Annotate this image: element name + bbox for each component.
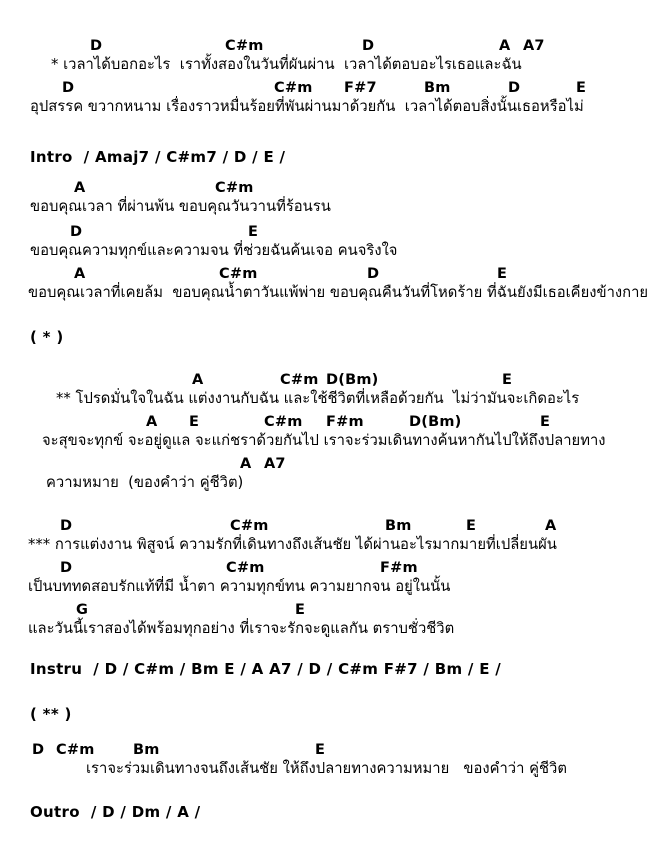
lyric-line: ขอบคุณความทุกข์และความจน ที่ช่วยฉันค้นเจอ คนจริงใจ [30, 242, 398, 259]
chord: F#m [380, 560, 418, 576]
chord: E [295, 602, 306, 618]
chord: Bm [385, 518, 412, 534]
chord: Bm [133, 742, 160, 758]
chord-line [0, 180, 670, 198]
chord: D [60, 518, 73, 534]
chord: A7 [523, 38, 545, 54]
chord: D(Bm) [326, 372, 379, 388]
lyric-line: จะสุขจะทุกข์ จะอยู่ดูแล จะแก่ชราด้วยกันไป เราจะร่วมเดินทางค้นหากันไปให้ถึงปลายทาง [42, 432, 606, 449]
lyric-line: *** การแต่งงาน พิสูจน์ ความรักที่เดินทางถึงเส้นชัย ได้ผ่านอะไรมากมายที่เปลี่ยนผัน [28, 536, 557, 553]
chord: E [189, 414, 200, 430]
section-label: Instru / D / C#m / Bm E / A A7 / D / C#m F#7 / Bm / E / [30, 660, 502, 678]
chord: E [502, 372, 513, 388]
chord-line [0, 602, 670, 620]
chord: D(Bm) [409, 414, 462, 430]
chord: D [90, 38, 103, 54]
chord: C#m [215, 180, 254, 196]
chord: A [74, 266, 86, 282]
chord-line [0, 414, 670, 432]
chord-line [0, 266, 670, 284]
chord: F#m [326, 414, 364, 430]
chord: E [248, 224, 259, 240]
chord-line [0, 560, 670, 578]
section-label: Outro / D / Dm / A / [30, 803, 201, 821]
chord: D [367, 266, 380, 282]
chord: D [362, 38, 375, 54]
chord: E [466, 518, 477, 534]
chord: A [192, 372, 204, 388]
lyric-line: อุปสรรค ขวากหนาม เรื่องราวหมื่นร้อยที่พันผ่านมาด้วยกัน เวลาได้ตอบสิ่งนั้นเธอหรือไม่ [30, 98, 584, 115]
chord: E [576, 80, 587, 96]
chord-line [0, 742, 670, 760]
lyric-line: * เวลาได้บอกอะไร เราทั้งสองในวันที่ผันผ่าน เวลาได้ตอบอะไรเธอและฉัน [51, 56, 522, 73]
chord-line [0, 80, 670, 98]
section-label: ( ** ) [30, 705, 72, 723]
chord-line [0, 372, 670, 390]
chord-line [0, 456, 670, 474]
chord: D [508, 80, 521, 96]
lyric-line: ขอบคุณเวลาที่เคยล้ม ขอบคุณน้ำตาวันแพ้พ่าย ขอบคุณคืนวันที่โหดร้าย ที่ฉันยังมีเธอเคียงข้างกาย [28, 284, 649, 301]
chord: C#m [274, 80, 313, 96]
chord: A [545, 518, 557, 534]
chord: D [60, 560, 73, 576]
chord: D [70, 224, 83, 240]
chord: A [240, 456, 252, 472]
chord: A7 [264, 456, 286, 472]
chord: F#7 [344, 80, 377, 96]
chord-line [0, 38, 670, 56]
chord: D [32, 742, 45, 758]
chord: C#m [219, 266, 258, 282]
chord: G [76, 602, 89, 618]
chord: C#m [56, 742, 95, 758]
chord: C#m [280, 372, 319, 388]
chord: E [540, 414, 551, 430]
lyric-line: ความหมาย (ของคำว่า คู่ชีวิต) [46, 474, 244, 491]
chord: C#m [226, 560, 265, 576]
chord: A [146, 414, 158, 430]
lyric-line: ** โปรดมั่นใจในฉัน แต่งงานกับฉัน และใช้ชีวิตที่เหลือด้วยกัน ไม่ว่ามันจะเกิดอะไร [56, 390, 580, 407]
lyric-line: เป็นบททดสอบรักแท้ที่มี น้ำตา ความทุกข์ทน ความยากจน อยู่ในนั้น [28, 578, 451, 595]
chord: A [499, 38, 511, 54]
chord: D [62, 80, 75, 96]
chord: C#m [264, 414, 303, 430]
chord: C#m [225, 38, 264, 54]
chord: A [74, 180, 86, 196]
chord-line [0, 224, 670, 242]
lyric-line: ขอบคุณเวลา ที่ผ่านพ้น ขอบคุณวันวานที่ร้อนรน [30, 198, 331, 215]
section-label: ( * ) [30, 328, 64, 346]
section-label: Intro / Amaj7 / C#m7 / D / E / [30, 148, 286, 166]
chord: Bm [424, 80, 451, 96]
chord: C#m [230, 518, 269, 534]
chord-line [0, 518, 670, 536]
lyric-line: เราจะร่วมเดินทางจนถึงเส้นชัย ให้ถึงปลายทางความหมาย ของคำว่า คู่ชีวิต [86, 760, 567, 777]
lyric-line: และวันนี้เราสองได้พร้อมทุกอย่าง ที่เราจะรักจะดูแลกัน ตราบชั่วชีวิต [28, 620, 455, 637]
chord: E [497, 266, 508, 282]
chord: E [315, 742, 326, 758]
